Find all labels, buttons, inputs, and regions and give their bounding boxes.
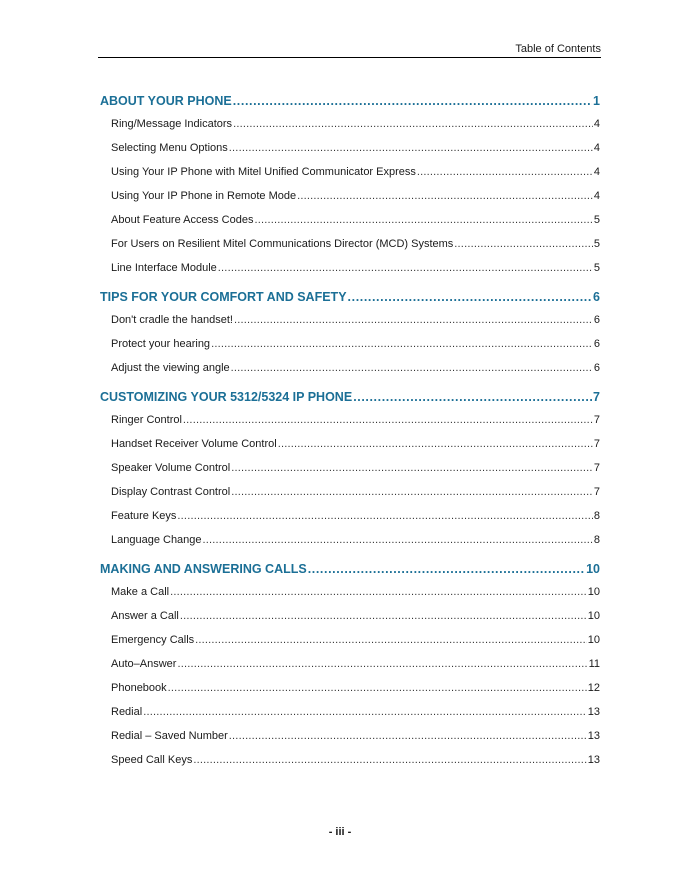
toc-entry[interactable]	[100, 432, 600, 456]
dot-leader	[454, 232, 593, 256]
toc-entry-title: Using Your IP Phone with Mitel Unified Communicator Express	[111, 166, 416, 178]
toc-entry-title: Speed Call Keys	[111, 754, 193, 766]
toc-entry-title: Phonebook	[111, 682, 167, 694]
toc-page-number: 6	[593, 338, 600, 350]
dot-leader	[193, 748, 586, 772]
toc-page-number: 13	[587, 706, 600, 718]
toc-page-number: 5	[593, 262, 600, 274]
toc-section-title: ABOUT YOUR PHONE	[100, 94, 232, 108]
toc-entry[interactable]	[100, 332, 600, 356]
toc-section-heading[interactable]	[100, 286, 600, 308]
toc-page-number: 4	[593, 118, 600, 130]
toc-section-title: CUSTOMIZING YOUR 5312/5324 IP PHONE	[100, 390, 353, 404]
toc-page-number: 10	[587, 634, 600, 646]
toc-page-number: 7	[593, 390, 600, 404]
toc-entry[interactable]	[100, 208, 600, 232]
toc-entry[interactable]	[100, 184, 600, 208]
toc-entry[interactable]	[100, 700, 600, 724]
toc-entry-title: Display Contrast Control	[111, 486, 231, 498]
toc-page-number: 12	[587, 682, 600, 694]
toc-entry-title: Language Change	[111, 534, 202, 546]
toc-page-number: 5	[593, 238, 600, 250]
toc-section	[100, 90, 600, 280]
dot-leader	[353, 386, 592, 408]
toc-section	[100, 286, 600, 380]
toc-entry-title: Feature Keys	[111, 510, 177, 522]
dot-leader	[211, 332, 593, 356]
toc-section	[100, 558, 600, 772]
toc-entry[interactable]	[100, 652, 600, 676]
dot-leader	[218, 256, 593, 280]
toc-entry-title: Auto–Answer	[111, 658, 177, 670]
dot-leader	[183, 408, 593, 432]
dot-leader	[231, 480, 593, 504]
toc-entry-title: Ringer Control	[111, 414, 182, 426]
toc-entry[interactable]	[100, 256, 600, 280]
page-number: - iii -	[328, 826, 352, 838]
toc-entry[interactable]	[100, 480, 600, 504]
toc-section-title: TIPS FOR YOUR COMFORT AND SAFETY	[100, 290, 347, 304]
toc-entry-title: For Users on Resilient Mitel Communications Director (MCD) Systems	[111, 238, 454, 250]
toc-entry[interactable]	[100, 136, 600, 160]
dot-leader	[168, 676, 587, 700]
toc-section-title: MAKING AND ANSWERING CALLS	[100, 562, 307, 576]
toc-entry[interactable]	[100, 112, 600, 136]
toc-entry-title: Ring/Message Indicators	[111, 118, 233, 130]
toc-page-number: 1	[593, 94, 600, 108]
toc-section-heading[interactable]	[100, 90, 600, 112]
toc-entry[interactable]	[100, 604, 600, 628]
dot-leader	[177, 504, 592, 528]
toc-page-number: 6	[593, 314, 600, 326]
toc-entry[interactable]	[100, 724, 600, 748]
dot-leader	[297, 184, 593, 208]
toc-page-number: 4	[593, 142, 600, 154]
toc-page-number: 8	[593, 534, 600, 546]
toc-page-number: 7	[593, 486, 600, 498]
toc-entry-title: Don't cradle the handset!	[111, 314, 233, 326]
toc-page-number: 7	[593, 438, 600, 450]
toc-entry-title: Make a Call	[111, 586, 170, 598]
table-of-contents	[100, 90, 600, 778]
toc-page-number: 13	[587, 754, 600, 766]
toc-entry[interactable]	[100, 456, 600, 480]
toc-entry-title: Protect your hearing	[111, 338, 211, 350]
dot-leader	[234, 308, 593, 332]
page-header	[98, 43, 601, 58]
toc-entry-title: Emergency Calls	[111, 634, 195, 646]
toc-entry[interactable]	[100, 160, 600, 184]
dot-leader	[233, 112, 593, 136]
dot-leader	[233, 90, 592, 112]
toc-page-number: 10	[587, 610, 600, 622]
toc-entry[interactable]	[100, 580, 600, 604]
dot-leader	[231, 356, 593, 380]
toc-section-heading[interactable]	[100, 386, 600, 408]
toc-entry-title: Answer a Call	[111, 610, 179, 622]
toc-entry-title: Adjust the viewing angle	[111, 362, 230, 374]
toc-entry[interactable]	[100, 308, 600, 332]
toc-entry-title: Selecting Menu Options	[111, 142, 228, 154]
dot-leader	[254, 208, 592, 232]
dot-leader	[180, 604, 587, 628]
toc-page-number: 6	[593, 290, 600, 304]
toc-page-number: 6	[593, 362, 600, 374]
toc-page-number: 4	[593, 190, 600, 202]
toc-entry[interactable]	[100, 232, 600, 256]
dot-leader	[229, 724, 587, 748]
toc-page-number: 5	[593, 214, 600, 226]
dot-leader	[348, 286, 593, 308]
dot-leader	[177, 652, 587, 676]
toc-page-number: 7	[593, 462, 600, 474]
toc-entry-title: Redial – Saved Number	[111, 730, 228, 742]
dot-leader	[278, 432, 593, 456]
toc-page-number: 11	[588, 658, 600, 670]
toc-entry-title: Speaker Volume Control	[111, 462, 231, 474]
toc-entry-title: About Feature Access Codes	[111, 214, 254, 226]
toc-page-number: 8	[593, 510, 600, 522]
toc-page-number: 7	[593, 414, 600, 426]
dot-leader	[308, 558, 585, 580]
toc-entry[interactable]	[100, 628, 600, 652]
toc-page-number: 10	[587, 586, 600, 598]
dot-leader	[229, 136, 593, 160]
toc-entry[interactable]	[100, 356, 600, 380]
toc-entry-title: Line Interface Module	[111, 262, 217, 274]
dot-leader	[143, 700, 587, 724]
toc-entry-title: Redial	[111, 706, 143, 718]
dot-leader	[170, 580, 587, 604]
toc-page-number: 4	[593, 166, 600, 178]
dot-leader	[231, 456, 593, 480]
toc-page-number: 10	[586, 562, 600, 576]
dot-leader	[195, 628, 587, 652]
toc-entry[interactable]	[100, 676, 600, 700]
toc-section-heading[interactable]	[100, 558, 600, 580]
toc-entry[interactable]	[100, 528, 600, 552]
header-title: Table of Contents	[515, 43, 601, 55]
dot-leader	[417, 160, 593, 184]
toc-section	[100, 386, 600, 552]
dot-leader	[203, 528, 593, 552]
toc-entry-title: Handset Receiver Volume Control	[111, 438, 277, 450]
toc-entry-title: Using Your IP Phone in Remote Mode	[111, 190, 297, 202]
toc-page-number: 13	[587, 730, 600, 742]
toc-entry[interactable]	[100, 504, 600, 528]
toc-entry[interactable]	[100, 408, 600, 432]
toc-entry[interactable]	[100, 748, 600, 772]
